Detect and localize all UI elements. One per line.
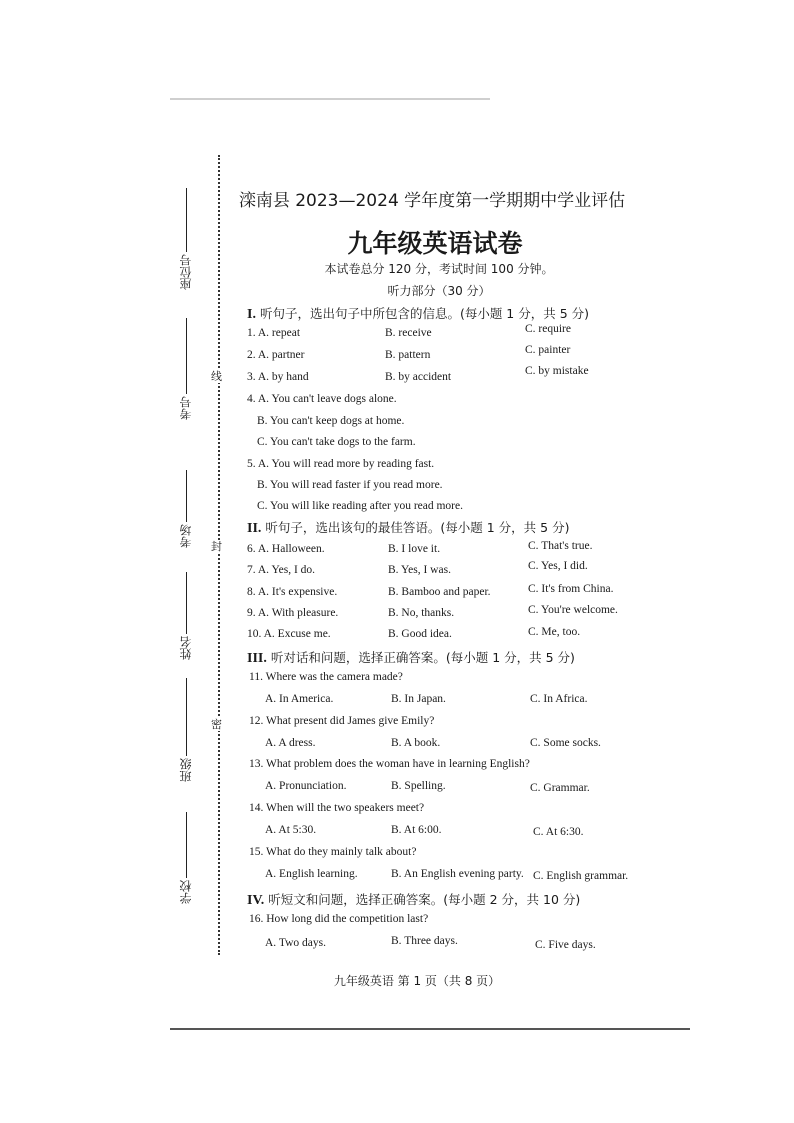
section-2-text: 听句子，选出该句的最佳答语。(每小题 1 分，共 5 分) — [265, 520, 570, 535]
option-c: C. That's true. — [528, 540, 593, 552]
question-text: 13. What problem does the woman have in learning English? — [249, 758, 530, 770]
school-line — [186, 812, 187, 878]
seal-mark-line: 线 — [211, 370, 222, 383]
option-b: B. A book. — [391, 737, 441, 749]
option-c: C. Yes, I did. — [528, 560, 588, 572]
question-text: 11. Where was the camera made? — [249, 671, 403, 683]
option-c: C. by mistake — [525, 365, 589, 377]
section-3-number: III. — [247, 651, 267, 666]
question-text: 15. What do they mainly talk about? — [249, 846, 417, 858]
name-label: 姓名 — [179, 636, 193, 660]
option-c: C. At 6:30. — [533, 826, 584, 838]
exam-title: 滦南县 2023—2024 学年度第一学期期中学业评估 — [238, 191, 626, 211]
option-b: B. Good idea. — [388, 628, 452, 640]
option-c: C. Five days. — [535, 939, 596, 951]
option-b: B. by accident — [385, 371, 452, 383]
school-label: 学校 — [179, 880, 193, 904]
exam-subtitle: 九年级英语试卷 — [347, 229, 523, 258]
option-a: 6. A. Halloween. — [247, 543, 325, 555]
option-b: B. Yes, I was. — [388, 564, 451, 576]
class-label: 班级 — [179, 758, 193, 782]
option-b: B. Spelling. — [391, 780, 446, 792]
exam-info: 本试卷总分 120 分，考试时间 100 分钟。 — [324, 262, 554, 276]
class-field — [178, 678, 194, 782]
question-text: 16. How long did the competition last? — [249, 913, 429, 925]
listening-part-title: 听力部分（30 分） — [387, 284, 491, 298]
option-line: B. You will read faster if you read more. — [257, 479, 443, 491]
option-c: C. In Africa. — [530, 693, 588, 705]
option-c: C. It's from China. — [528, 583, 614, 595]
option-a: A. Two days. — [265, 937, 326, 949]
top-edge-line — [170, 98, 490, 100]
option-a: 10. A. Excuse me. — [247, 628, 331, 640]
seal-mark-secret: 密 — [211, 718, 222, 731]
class-line — [186, 678, 187, 756]
exam-room-line — [186, 470, 187, 522]
option-b: B. Three days. — [391, 935, 458, 947]
seat-number-label: 座位号 — [179, 254, 193, 290]
exam-room-field — [178, 470, 194, 548]
option-line: C. You will like reading after you read more. — [257, 500, 463, 512]
seal-mark-seal: 封 — [211, 540, 222, 553]
option-a: 2. A. partner — [247, 349, 305, 361]
option-c: C. English grammar. — [533, 870, 629, 882]
option-a: 1. A. repeat — [247, 327, 301, 339]
option-b: B. An English evening party. — [391, 868, 524, 880]
name-line — [186, 572, 187, 634]
section-2-number: II. — [247, 521, 262, 536]
option-c: C. Some socks. — [530, 737, 601, 749]
option-b: B. I love it. — [388, 543, 441, 555]
option-b: B. In Japan. — [391, 693, 446, 705]
section-3-text: 听对话和问题，选择正确答案。(每小题 1 分，共 5 分) — [270, 650, 575, 665]
section-4-text: 听短文和问题，选择正确答案。(每小题 2 分，共 10 分) — [268, 892, 581, 907]
exam-number-field — [178, 318, 194, 420]
option-line: B. You can't keep dogs at home. — [257, 415, 405, 427]
option-c: C. Me, too. — [528, 626, 581, 638]
option-c: C. painter — [525, 344, 571, 356]
page-footer: 九年级英语 第 1 页（共 8 页） — [333, 974, 501, 988]
option-b: B. Bamboo and paper. — [388, 586, 491, 598]
option-a: A. Pronunciation. — [265, 780, 347, 792]
option-a: 3. A. by hand — [247, 371, 309, 383]
option-line: C. You can't take dogs to the farm. — [257, 436, 416, 448]
option-a: 7. A. Yes, I do. — [247, 564, 316, 576]
option-line: 5. A. You will read more by reading fast. — [247, 458, 435, 470]
option-line: 4. A. You can't leave dogs alone. — [247, 393, 397, 405]
exam-room-label: 考场 — [179, 524, 193, 548]
option-b: B. receive — [385, 327, 432, 339]
option-b: B. No, thanks. — [388, 607, 455, 619]
option-a: A. In America. — [265, 693, 334, 705]
option-a: 9. A. With pleasure. — [247, 607, 339, 619]
section-4-heading — [247, 890, 580, 909]
name-field — [178, 572, 194, 660]
school-field — [178, 812, 194, 904]
option-c: C. require — [525, 323, 571, 335]
option-b: B. At 6:00. — [391, 824, 442, 836]
option-c: C. Grammar. — [530, 782, 590, 794]
option-a: A. English learning. — [265, 868, 358, 880]
bottom-edge-line — [170, 1028, 690, 1030]
section-2-heading — [247, 518, 569, 537]
question-text: 14. When will the two speakers meet? — [249, 802, 425, 814]
exam-number-label: 考号 — [179, 396, 193, 420]
option-a: A. At 5:30. — [265, 824, 317, 836]
section-3-heading — [247, 648, 575, 667]
option-c: C. You're welcome. — [528, 604, 618, 616]
option-a: 8. A. It's expensive. — [247, 586, 338, 598]
section-1-number: I. — [247, 307, 256, 322]
section-1-text: 听句子，选出句子中所包含的信息。(每小题 1 分，共 5 分) — [259, 306, 590, 321]
option-a: A. A dress. — [265, 737, 316, 749]
exam-number-line — [186, 318, 187, 394]
section-1-heading — [247, 304, 589, 323]
section-4-number: IV. — [247, 893, 265, 908]
question-text: 12. What present did James give Emily? — [249, 715, 435, 727]
option-b: B. pattern — [385, 349, 431, 361]
